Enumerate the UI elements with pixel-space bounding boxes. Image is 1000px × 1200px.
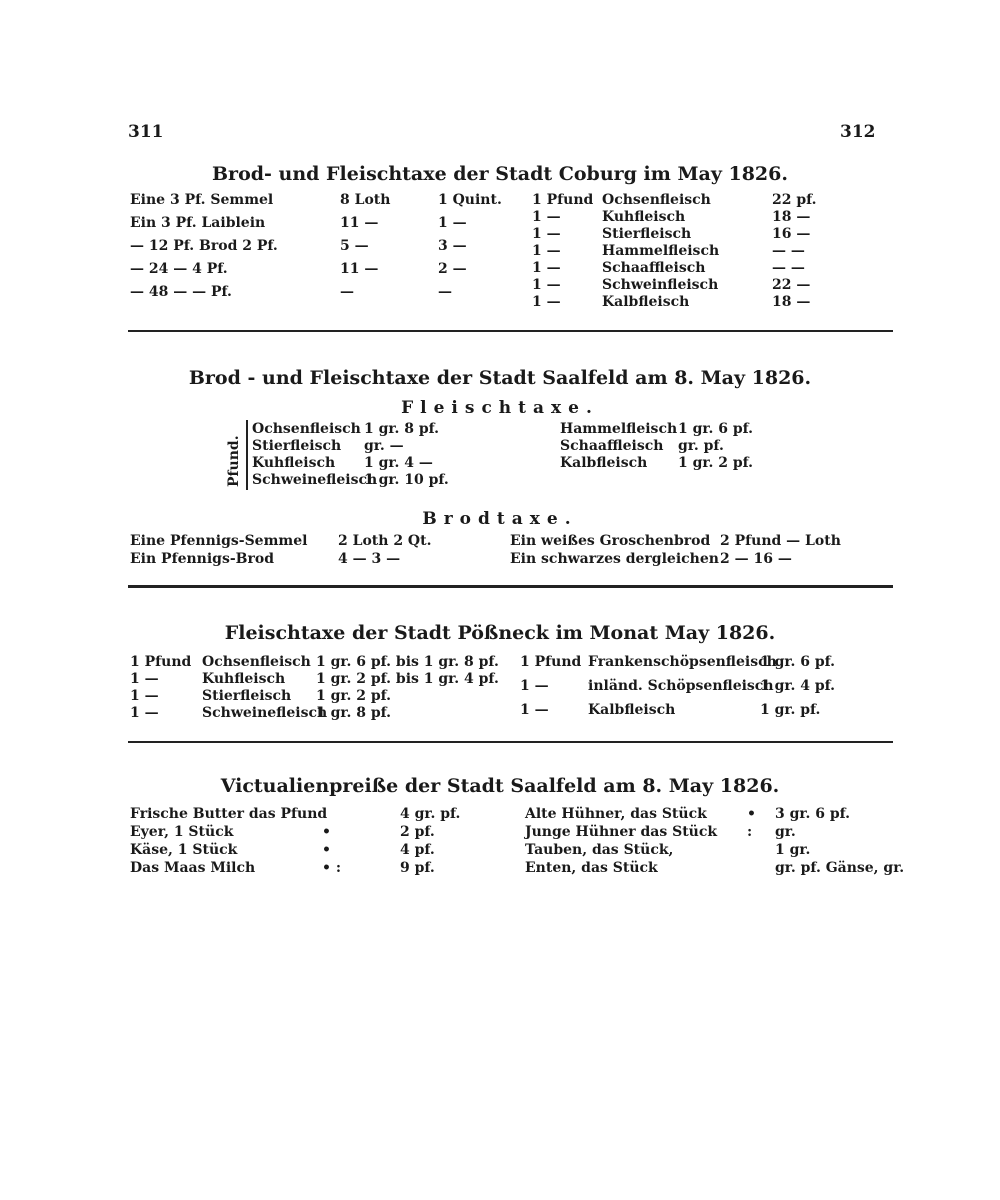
item-name: Hammelfleisch [602,243,720,259]
quantity: 1 Pfund [130,654,192,670]
price: 1 gr. 8 pf. [316,705,392,721]
table-row [130,842,500,859]
price: gr. pf. Gänse, gr. [775,860,905,876]
table-row [130,654,510,671]
price: 4 pf. [400,842,435,858]
table-row [532,226,832,243]
saalfeld-bread-heading: Brodtaxe. [422,509,578,529]
weight-quint: 1 Quint. [438,192,502,208]
price: 4 gr. pf. [400,806,461,822]
item-name: — 48 — — Pf. [130,284,232,300]
quantity: 1 Pfund [520,654,582,670]
item-name: Ein 3 Pf. Laiblein [130,215,266,231]
quantity: 1 — [520,702,549,718]
table-row [130,671,510,688]
item-name: Eyer, 1 Stück [130,824,234,840]
price: 22 pf. [772,192,817,208]
table-row [130,705,510,722]
section-divider [128,330,893,332]
item-name: — 24 — 4 Pf. [130,261,228,277]
price: 1 gr. 2 pf. bis 1 gr. 4 pf. [316,671,499,687]
item-name: Alte Hühner, das Stück [525,806,707,822]
table-row [130,284,510,301]
item-name: inländ. Schöpsenfleisch [588,678,774,694]
item-name: Junge Hühner das Stück [525,824,718,840]
item-name: Kalbfleisch [560,455,648,471]
weight-loth: 5 — [340,238,369,254]
price: gr. [775,824,796,840]
item-name: Schweinefleisch [202,705,328,721]
table-row [532,294,832,311]
item-name: Frische Butter das Pfund [130,806,328,822]
table-row [130,192,510,209]
item-name: Ein schwarzes dergleichen [510,551,719,567]
item-name: Kuhfleisch [252,455,336,471]
price: 1 gr. 2 pf. [316,688,392,704]
price: 1 gr. 4 pf. [760,678,836,694]
leader-dot: • [322,824,331,840]
price: 3 gr. 6 pf. [775,806,851,822]
price: 1 gr. 8 pf. [364,421,440,437]
coburg-title: Brod- und Fleischtaxe der Stadt Coburg im May 1826. [212,163,788,185]
table-row [532,243,832,260]
item-name: Tauben, das Stück, [525,842,674,858]
item-name: Frankenschöpsenfleisch [588,654,777,670]
table-row [560,421,820,438]
table-row [525,806,895,823]
table-row [130,215,510,232]
item-name: Ochsenfleisch [602,192,711,208]
table-row [560,455,820,472]
item-name: Kalbfleisch [588,702,676,718]
price: gr. pf. [678,438,724,454]
price: 1 gr. 10 pf. [364,472,449,488]
table-row [532,260,832,277]
price: 1 gr. 6 pf. [760,654,836,670]
price: 1 gr. 2 pf. [678,455,754,471]
price: 1 gr. 6 pf. bis 1 gr. 8 pf. [316,654,499,670]
price: 2 pf. [400,824,435,840]
table-row [525,860,905,877]
price: 1 gr. [775,842,811,858]
item-name: Eine Pfennigs-Semmel [130,533,308,549]
weight: 4 — 3 — [338,551,401,567]
table-row [252,472,512,489]
poessneck-title: Fleischtaxe der Stadt Pößneck im Monat May 1826. [224,622,776,644]
table-row [252,438,512,455]
table-row [520,654,880,671]
table-row [130,533,460,550]
item-name: Schweinfleisch [602,277,719,293]
table-row [252,455,512,472]
item-name: Ein weißes Groschenbrod [510,533,711,549]
quantity: 1 — [532,277,561,293]
price: 9 pf. [400,860,435,876]
item-name: Schweinefleisch [252,472,378,488]
price: 22 — [772,277,811,293]
table-row [510,533,860,550]
item-name: Ein Pfennigs-Brod [130,551,274,567]
item-name: Eine 3 Pf. Semmel [130,192,274,208]
weight-quint: — [438,284,452,300]
quantity: 1 — [130,705,159,721]
item-name: Stierfleisch [602,226,692,242]
quantity: 1 — [130,671,159,687]
table-row [130,261,510,278]
item-name: Schaaffleisch [560,438,664,454]
quantity: 1 — [532,226,561,242]
table-row [130,806,500,823]
table-row [560,438,820,455]
weight-quint: 3 — [438,238,467,254]
table-row [532,192,832,209]
table-row [532,277,832,294]
item-name: Ochsenfleisch [202,654,311,670]
table-row [130,688,510,705]
weight-quint: 1 — [438,215,467,231]
leader-dot: • : [322,860,341,876]
item-name: Kalbfleisch [602,294,690,310]
quantity: 1 — [532,260,561,276]
item-name: Käse, 1 Stück [130,842,238,858]
item-name: Schaaffleisch [602,260,706,276]
weight-loth: 11 — [340,261,379,277]
table-row [130,824,500,841]
price: 18 — [772,294,811,310]
section-divider [128,741,893,743]
saalfeld-title: Brod - und Fleischtaxe der Stadt Saalfeld am 8. May 1826. [188,367,812,389]
pfund-label: Pfund. [226,435,242,487]
weight-quint: 2 — [438,261,467,277]
table-row [130,551,460,568]
price: 16 — [772,226,811,242]
item-name: Kuhfleisch [202,671,286,687]
table-row [130,860,500,877]
price: gr. — [364,438,404,454]
bracket-bar [246,420,248,490]
table-row [130,238,510,255]
price: 1 gr. 6 pf. [678,421,754,437]
weight: 2 Loth 2 Qt. [338,533,432,549]
quantity: 1 — [130,688,159,704]
price: 18 — [772,209,811,225]
quantity: 1 — [532,294,561,310]
item-name: — 12 Pf. Brod 2 Pf. [130,238,278,254]
item-name: Stierfleisch [252,438,342,454]
table-row [510,551,860,568]
table-row [252,421,512,438]
quantity: 1 Pfund [532,192,594,208]
price: — — [772,260,805,276]
victualien-title: Victualienpreiße der Stadt Saalfeld am 8. May 1826. [220,775,780,797]
table-row [525,824,895,841]
leader-dot: : [747,824,753,840]
weight-loth: 8 Loth [340,192,391,208]
quantity: 1 — [532,209,561,225]
item-name: Ochsenfleisch [252,421,361,437]
weight: 2 — 16 — [720,551,792,567]
saalfeld-meat-heading: Fleischtaxe. [401,398,599,418]
weight: 2 Pfund — Loth [720,533,841,549]
page-number-right: 312 [840,122,876,142]
leader-dot: • [747,806,756,822]
quantity: 1 — [532,243,561,259]
weight-loth: — [340,284,354,300]
page-number-left: 311 [128,122,164,142]
item-name: Enten, das Stück [525,860,658,876]
price: 1 gr. pf. [760,702,821,718]
price: 1 gr. 4 — [364,455,433,471]
table-row [520,702,880,719]
item-name: Hammelfleisch [560,421,678,437]
price: — — [772,243,805,259]
section-divider [128,585,893,588]
item-name: Kuhfleisch [602,209,686,225]
quantity: 1 — [520,678,549,694]
item-name: Stierfleisch [202,688,292,704]
leader-dot: • [322,842,331,858]
table-row [520,678,880,695]
table-row [532,209,832,226]
item-name: Das Maas Milch [130,860,256,876]
table-row [525,842,895,859]
weight-loth: 11 — [340,215,379,231]
